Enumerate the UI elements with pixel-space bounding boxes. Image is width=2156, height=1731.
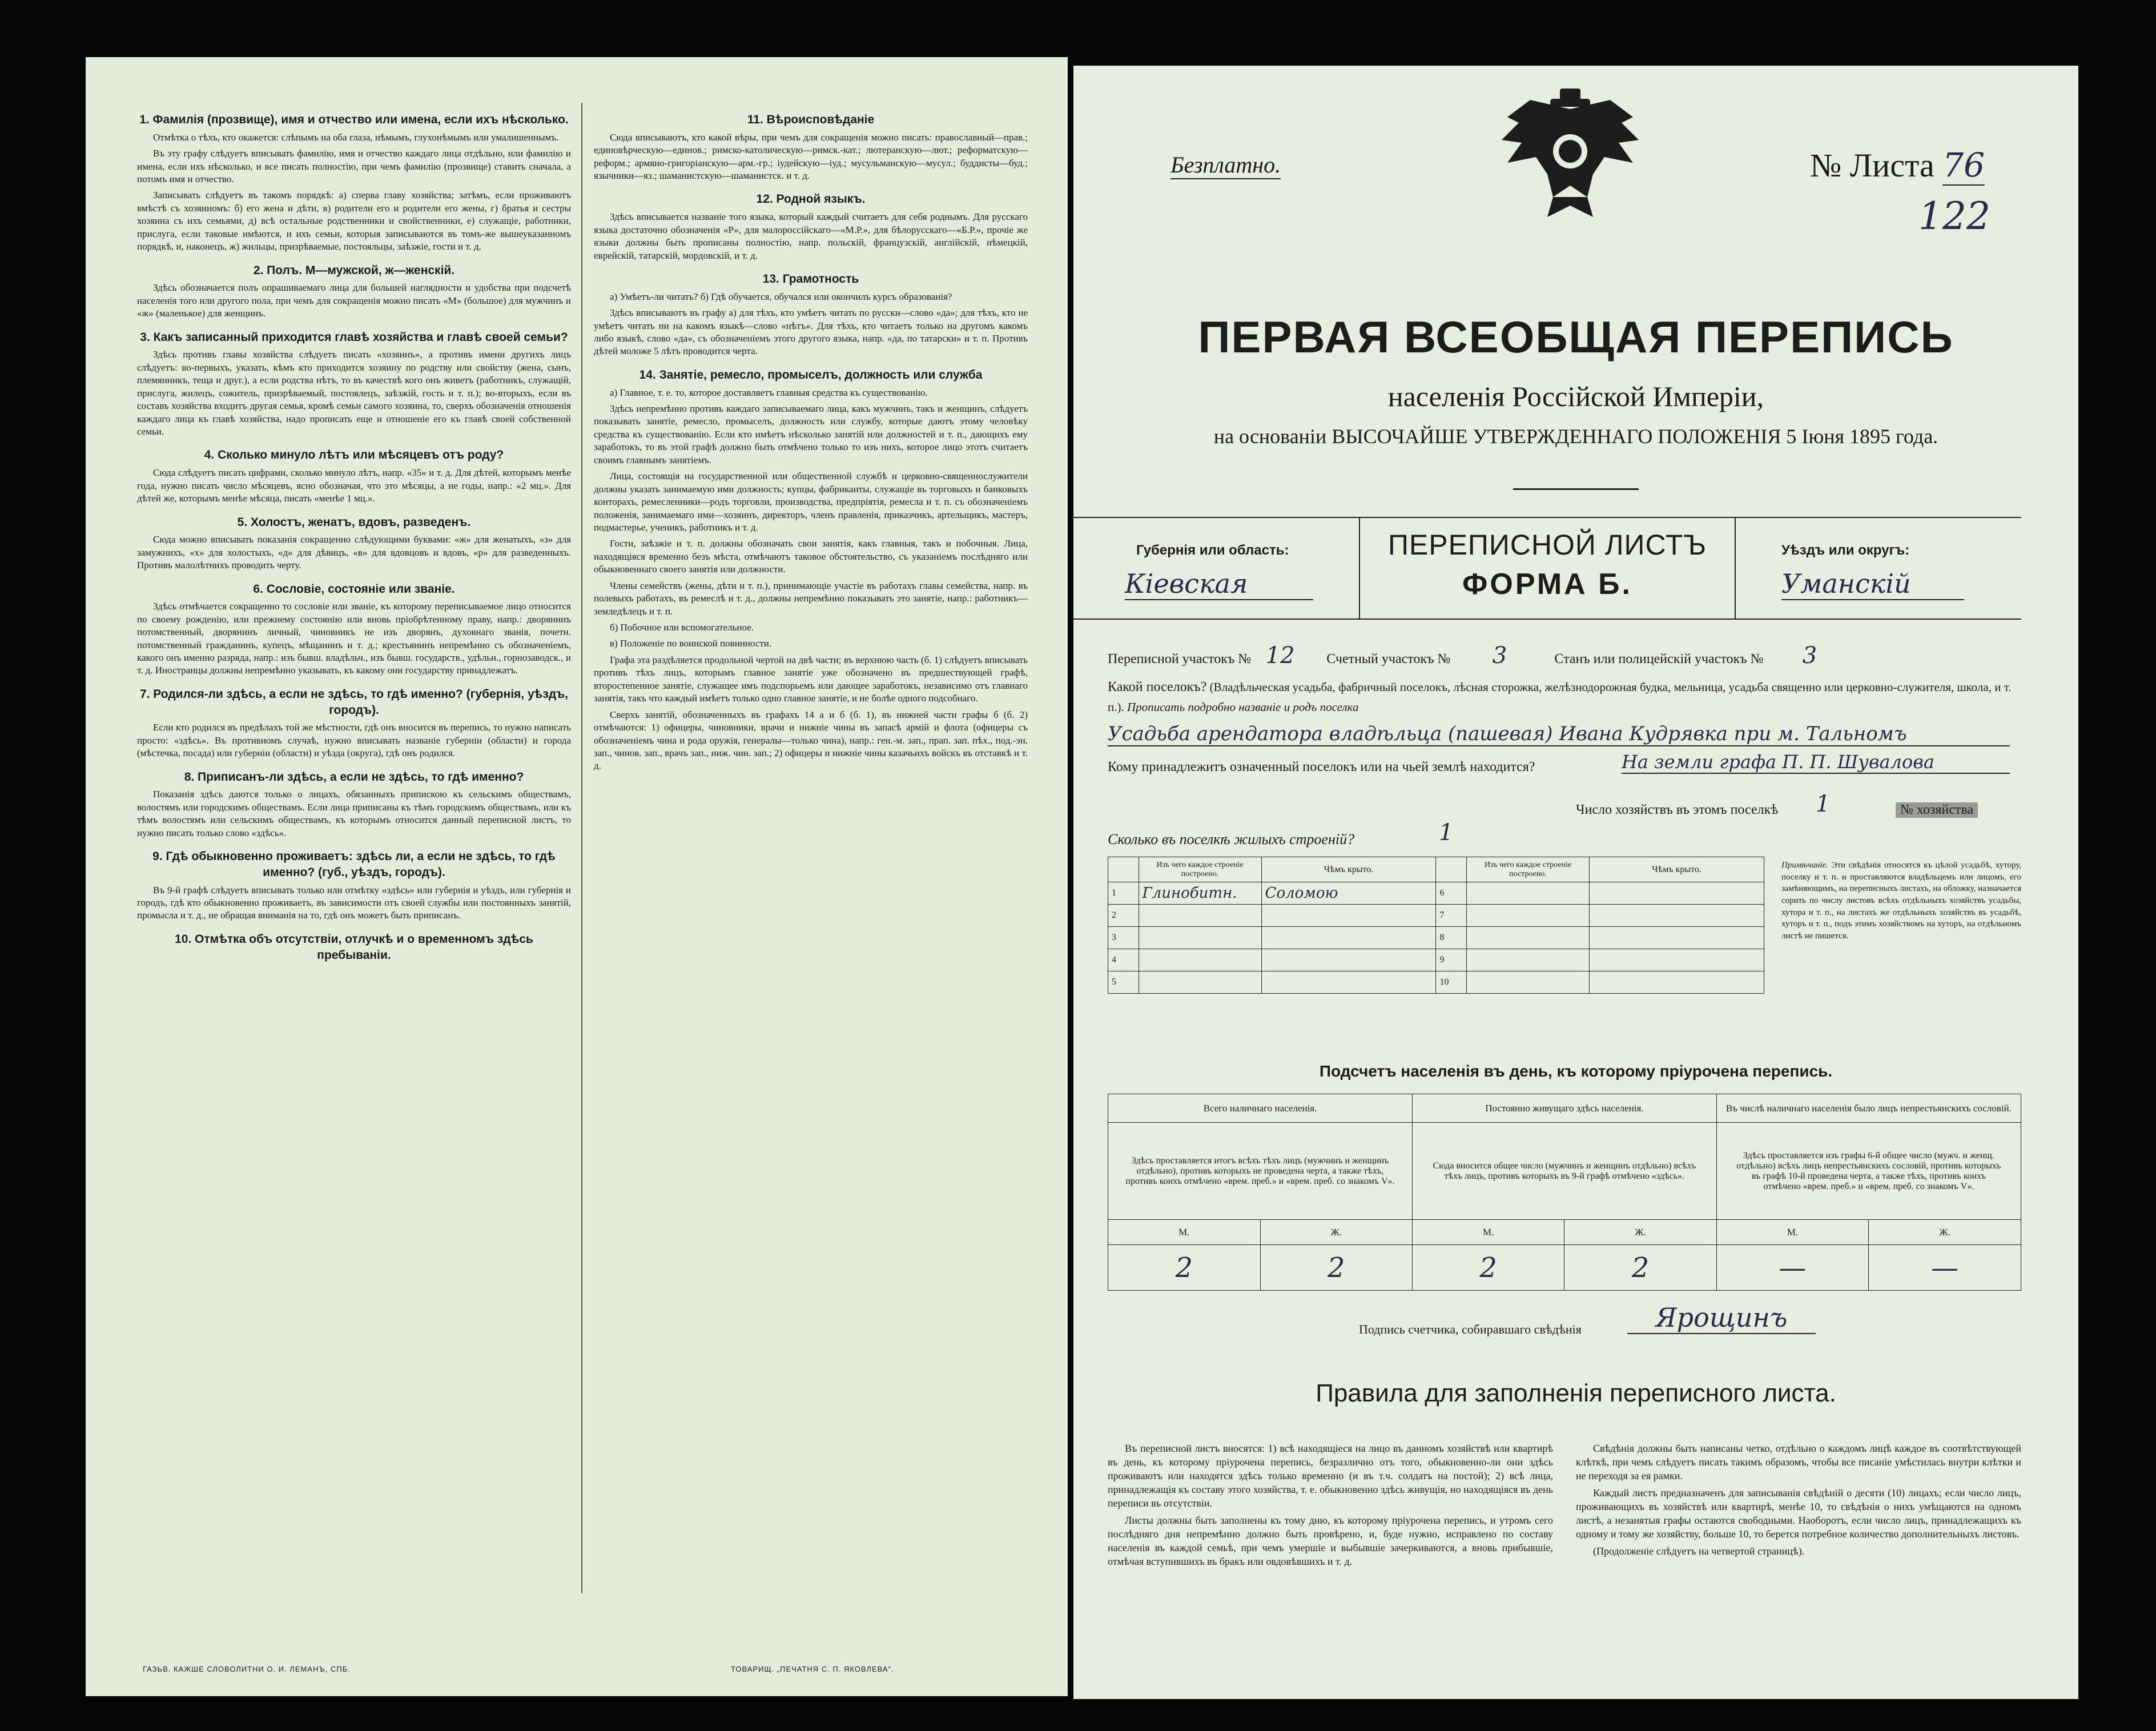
stan-label: Станъ или полицейскій участокъ №: [1554, 652, 1764, 666]
rules-title: Правила для заполненія переписного листа.: [1316, 1379, 1836, 1407]
pop-header-nonpeasant: Въ числѣ наличнаго населенія было лицъ непрестьянскихъ сословій.: [1716, 1094, 2021, 1123]
buildings-value[interactable]: 1: [1439, 820, 1454, 846]
buildings-row: 4 9: [1108, 949, 1764, 971]
pop-sex-female: Ж.: [1869, 1220, 2021, 1245]
instruction-heading: 13. Грамотность: [762, 272, 859, 286]
form-title: ПЕРЕПИСНОЙ ЛИСТЪ: [1387, 529, 1707, 561]
pop-text-present: Здѣсь проставляется итогъ всѣхъ тѣхъ лицъ (мужчинъ и женщинъ отдѣльно), противъ которыхъ не проведена черта, а также тѣхъ, противъ коихъ отмѣчено «врем. преб.» и «врем. преб. со знакомъ V».: [1108, 1123, 1413, 1220]
rules-paragraph: (Продолженіе слѣдуетъ на четвертой страницѣ).: [1593, 1545, 1805, 1557]
instruction-paragraph: Записывать слѣдуетъ въ такомъ порядкѣ: а) сперва главу хозяйства; затѣмъ, если проживаютъ вмѣстѣ съ хозяиномъ: б) его жена и дѣти, в) родители его и родители его жены, г) братья и сестры хозяина съ ихъ семьями, д) всѣ остальные родственники и свойственники, е) служащіе, работники, прислуга, если таковые имѣются, и ихъ семьи, которыя записываются въ томъ-же вышеуказанномъ порядкѣ, и, наконецъ, ж) жильцы, призрѣваемые, постояльцы, заѣзжіе, гости и т. д.: [137, 190, 571, 252]
pop-nonpeasant-male[interactable]: —: [1716, 1245, 1869, 1291]
instruction-heading: 1. Фамилія (прозвище), имя и отчество или имена, если ихъ нѣсколько.: [139, 113, 569, 126]
instruction-paragraph: в) Положеніе по воинской повинности.: [610, 638, 772, 649]
signature-label: Подпись счетчика, собиравшаго свѣдѣнія: [1359, 1322, 1582, 1336]
count-section-value[interactable]: 3: [1492, 642, 1507, 669]
pop-text-resident: Сюда вносится общее число (мужчинъ и женщинъ отдѣльно) всѣхъ тѣхъ лицъ, противъ которыхъ въ 9-й графѣ отмѣчено «здѣсь».: [1413, 1123, 1717, 1220]
owner-label: Кому принадлежитъ означенный поселокъ или на чьей землѣ находится?: [1108, 760, 1535, 774]
building-roof[interactable]: Соломою: [1261, 882, 1436, 905]
settlement-hint: (Владѣльческая усадьба, фабричный поселокъ, лѣсная сторожка, желѣзнодорожная будка, мельница, усадьба священно или церковно-служителя, школа, и т. п.).: [1108, 680, 2012, 714]
instruction-paragraph: Отмѣтка о тѣхъ, кто окажется: слѣпымъ на оба глаза, нѣмымъ, глухонѣмымъ или умалишеннымъ.: [153, 131, 559, 143]
printer-imprint-left: ГАЗЬВ. КАЖШЕ СЛОВОЛИТНИ О. И. ЛЕМАНЪ, СПБ.: [143, 1665, 351, 1673]
building-material[interactable]: Глинобитн.: [1139, 882, 1261, 905]
instruction-heading: 14. Занятіе, ремесло, промыселъ, должность или служба: [639, 368, 983, 381]
gubernia-value[interactable]: Кіевская: [1125, 568, 1313, 600]
settlement-label: Какой поселокъ?: [1108, 680, 1207, 694]
sheet-number-value: 76: [1942, 146, 1985, 184]
instruction-paragraph: Въ 9-й графѣ слѣдуетъ вписывать только или отмѣтку «здѣсь» или губернія и уѣздъ, или губернія и городъ, гдѣ кто обыкновенно проживаетъ, въ зависимости отъ своей службы или постоянныхъ занятій, промысла и т. д., не обращая вниманія на то, гдѣ онъ можетъ быть приписанъ.: [137, 884, 571, 921]
instruction-paragraph: Лица, состоящія на государственной или общественной службѣ и церковно-священнослужители должны указать занимаемую ими должность; купцы, фабриканты, служащіе въ торговыхъ и банковыхъ конторахъ, ремесленники—родъ торговли, производства, предпріятія, ремесла и т. п. съ обозначеніемъ положенія, занимаемаго ими—хозяинъ, директоръ, членъ правленія, приказчикъ, артельщикъ, мастеръ, подмастерье, ученикъ, работникъ и т. д.: [594, 471, 1028, 533]
instruction-paragraph: Показанія здѣсь даются только о лицахъ, обязанныхъ припискою къ сельскимъ обществамъ, волостямъ или городскимъ обществамъ. Если лица приписаны къ тѣмъ городскимъ обществамъ, или къ тѣмъ волостямъ или сельскимъ обществамъ, къ которымъ относится данный переписной листъ, то нужно писать только слово «здѣсь».: [137, 789, 571, 838]
households-label: Число хозяйствъ въ этомъ поселкѣ: [1576, 802, 1779, 817]
household-number-label: № хозяйства: [1896, 802, 1978, 818]
buildings-note-text: Эти свѣдѣнія относятся къ цѣлой усадьбѣ, хутору, поселку и т. п. и проставляются владѣльцемъ или лицомъ, его замѣняющимъ, на переписныхъ листахъ, на обложку, назначается сорить по числу листовъ всѣхъ отдѣльныхъ хозяйствъ усадьбы, хутора и т. п., на листахъ же отдѣльныхъ хозяйствъ въ усадьбѣ, хуторъ и т. п., подъ этимъ хозяйствомъ на хуторъ, на отдѣльномъ листѣ не пишется.: [1781, 861, 2021, 941]
buildings-note-label: Примѣчаніе.: [1781, 861, 1829, 870]
instruction-heading: 4. Сколько минуло лѣтъ или мѣсяцевъ отъ роду?: [204, 448, 504, 462]
instruction-paragraph: Здѣсь непремѣнно противъ каждаго записываемаго лица, какъ мужчинъ, такъ и женщинъ, слѣдуетъ показывать занятіе, ремесло, промыселъ, должность или службу, которые даютъ этому человѣку средства къ существованію. Если кто имѣетъ нѣсколько занятій или должностей и т. п., дающихъ ему заработокъ, то въ этой графѣ должно быть отмѣчено только то изъ нихъ, которое лицо этотъ считаетъ своимъ главнымъ занятіемъ.: [594, 403, 1028, 465]
instruction-paragraph: Сюда можно вписывать показанія сокращенно слѣдующими буквами: «ж» для женатыхъ, «з» для замужнихъ, «х» для холостыхъ, «д» для дѣвицъ, «в» для вдовцовъ и вдовъ, «р» для разведенныхъ. Противъ малолѣтнихъ проводить черту.: [137, 534, 571, 571]
pop-resident-female[interactable]: 2: [1564, 1245, 1716, 1291]
buildings-header-roof: Чѣмъ крыто.: [1261, 857, 1436, 882]
instruction-heading: 2. Полъ. М—мужской, ж—женскій.: [253, 263, 455, 277]
pop-sex-male: М.: [1716, 1220, 1869, 1245]
instruction-paragraph: Сверхъ занятій, обозначенныхъ въ графахъ 14 а и б (б. 1), въ нижней части графы б (б. 2) отмѣчаются: 1) офицеры, чиновники, врачи и нижніе чины въ запасѣ армій и флота (офицеры съ обозначеніемъ чина и рода оружія, генералы—только чина), напр.: ген.-м. зап., прап. зап. пѣх., под.-эн. зап., чинов. зап., врачъ зап., ниж. чин. зап.; 2) офицеры и нижніе чины казачьихъ войскъ въ отставкѣ и т. д.: [594, 709, 1028, 772]
census-section-value[interactable]: 12: [1265, 642, 1295, 669]
settlement-line: [1108, 677, 2021, 717]
instruction-heading: 5. Холостъ, женатъ, вдовъ, разведенъ.: [237, 515, 471, 529]
pop-sex-male: М.: [1413, 1220, 1564, 1245]
buildings-row: 2 7: [1108, 905, 1764, 927]
uezd-value[interactable]: Уманскій: [1781, 568, 1964, 600]
instruction-paragraph: Члены семействъ (жены, дѣти и т. п.), принимающіе участіе въ работахъ главы семейства, напр. въ полевыхъ работахъ, въ ремеслѣ и т. д., должны непремѣнно показывать это занятіе, напр.: работникъ—земледѣлецъ и т. п.: [594, 580, 1028, 617]
instruction-paragraph: Сюда слѣдуетъ писать цифрами, сколько минуло лѣтъ, напр. «35» и т. д. Для дѣтей, которымъ менѣе года, нужно писать число мѣсяцевъ, ясно обозначая, что это мѣсяцы, а не годы, напр.: «2 мц.». Для дѣтей же, которымъ менѣе мѣсяца, писать «менѣе 1 мц.».: [137, 467, 571, 504]
pop-present-female[interactable]: 2: [1260, 1245, 1413, 1291]
pop-sex-female: Ж.: [1564, 1220, 1716, 1245]
buildings-header-material: Изъ чего каждое строеніе построено.: [1139, 857, 1261, 882]
census-section-label: Переписной участокъ №: [1108, 652, 1252, 666]
instructions-column-left: [137, 103, 571, 966]
buildings-row: 5 10: [1108, 971, 1764, 994]
sections-line: [1108, 642, 2021, 669]
instruction-paragraph: Здѣсь вписываютъ въ графу а) для тѣхъ, кто умѣетъ читать по русски—слово «да»; для тѣхъ, кто не умѣетъ читать ни на какомъ языкѣ—слово «нѣтъ». Для тѣхъ, кто читаетъ только на другомъ какомъ либо языкѣ, слово «да», съ обозначеніемъ этого другого языка, напр. «да, по татарски» и т. п. Противъ дѣтей моложе 5 лѣтъ проводится черта.: [594, 307, 1028, 357]
population-count-title: Подсчетъ населенія въ день, къ которому пріурочена перепись.: [1319, 1062, 1833, 1080]
stan-value[interactable]: 3: [1802, 642, 1817, 669]
count-section-label: Счетный участокъ №: [1326, 652, 1451, 666]
right-page: [1073, 66, 2078, 1699]
double-headed-eagle-emblem: [1496, 89, 1644, 220]
census-subtitle: населенія Россійской Имперіи,: [1387, 380, 1764, 412]
pop-header-present: Всего наличнаго населенія.: [1108, 1094, 1413, 1123]
instruction-paragraph: Здѣсь противъ главы хозяйства слѣдуетъ писать «хозяинъ», а противъ имени другихъ лицъ слѣдуетъ: во-первыхъ, указать, кѣмъ кто приходится хозяину по родству или свойству (жена, сынъ, племянникъ, теща и друг.), а если родства нѣтъ, то въ качествѣ кого онъ живетъ (работникъ, служащій, прислуга, жилецъ, сожитель, призрѣваемый, постоялецъ, заѣзжій, гость и т. п.); во-вторыхъ, если въ составъ хозяйства входитъ другая семья, кромѣ семьи самого хозяина, то, сверхъ обозначенія отношенія каждаго лица къ главѣ хозяйства, надо прописать еще и отношеніе его къ главѣ своей собственной семьи.: [137, 349, 571, 437]
instruction-heading: 12. Родной языкъ.: [756, 192, 866, 206]
form-title-box: [1359, 517, 1736, 620]
instruction-heading-10: 10. Отмѣтка объ отсутствіи, отлучкѣ и о временномъ здѣсь пребываніи.: [175, 932, 533, 962]
instruction-paragraph: а) Главное, т. е. то, которое доставляетъ главныя средства къ существованію.: [610, 387, 928, 398]
instruction-heading: 3. Какъ записанный приходится главѣ хозяйства и главѣ своей семьи?: [140, 330, 568, 344]
instruction-paragraph: Здѣсь обозначается полъ опрашиваемаго лица для большей наглядности и удобства при подсчетѣ населенія того или другого пола, при чемъ для сокращенія можно писать «М» (большое) для мужчинъ и «ж» (маленькое) для женщинъ.: [137, 282, 571, 319]
pop-sex-female: Ж.: [1260, 1220, 1413, 1245]
buildings-row: 3 8: [1108, 927, 1764, 949]
settlement-hint2: Прописать подробно названіе и родъ поселка: [1127, 700, 1359, 714]
rules-paragraph: Листы должны быть заполнены къ тому дню, къ которому пріурочена перепись, и утромъ сего послѣдняго дня непремѣнно должно быть провѣрено, и, буде нужно, исправлено по составу населенія въ каждой семьѣ, при чемъ умершіе и выбывшіе зачеркиваются, а вновь прибывшіе, отмѣчая вступившихъ въ бракъ или овдовѣвшихъ и т. д.: [1108, 1514, 1553, 1567]
header-rule: [1513, 488, 1639, 490]
owner-value[interactable]: На земли графа П. П. Шувалова: [1622, 751, 2010, 774]
rules-paragraph: Свѣдѣнія должны быть написаны четко, отдѣльно о каждомъ лицѣ каждое въ соотвѣтствующей клѣткѣ, при чемъ слѣдуетъ писать такимъ образомъ, чтобы все писаніе умѣстилась внутри клѣтки и не переходя за ея рамки.: [1576, 1443, 2021, 1481]
buildings-table: [1108, 857, 1764, 994]
settlement-value[interactable]: Усадьба арендатора владѣльца (пашевая) Ивана Кудрявка при м. Тальномъ: [1108, 722, 2010, 746]
pop-text-nonpeasant: Здѣсь проставляется изъ графы 6-й общее число (мужч. и женщ. отдѣльно) всѣхъ лицъ непрестьянскихъ сословій, противъ которыхъ въ графѣ 10-й проведена черта, а также тѣхъ, противъ коихъ отмѣчено «врем. преб.» и «врем. преб. со знакомъ V».: [1716, 1123, 2021, 1220]
instruction-paragraph: Здѣсь отмѣчается сокращенно то сословіе или званіе, къ которому переписываемое лицо относится по своему рожденію, или прежнему состоянію или вновь пріобрѣтенному праву, напр.: дворянинъ потомственный, дворянинъ личный, чиновникъ не изъ дворянъ, духовнаго званія, почетн. потомственный гражданинъ, купецъ, мѣщанинъ и т. д.; крестьянинъ непремѣнно съ обозначеніемъ, какого онъ именно разряда, напр.: изъ бывш. владѣльч., изъ бывш. государств., удѣльн., горнозаводск., и т. д. Иностранцы должны непремѣнно указывать, къ какому они государству принадлежатъ.: [137, 601, 571, 676]
pop-header-resident: Постоянно живущаго здѣсь населенія.: [1413, 1094, 1717, 1123]
instruction-heading: 6. Сословіе, состояніе или званіе.: [253, 582, 455, 596]
instruction-heading: 11. Вѣроисповѣданіе: [747, 113, 875, 126]
buildings-note: [1781, 860, 2021, 942]
instruction-paragraph: Сюда вписываютъ, кто какой вѣры, при чемъ для сокращенія можно писать: православный—прав.; единовѣрческую—единов.; римско-католическую—римск.-кат.; лютеранскую—лют.; реформатскую—реформ.; армяно-григоріанскую—арм.-гр.; іудейскую—іуд.; мусульманскую—мусул.; буддисты—буд.; язычники—яз.; шаманистскую—шаманистск. и т. д.: [594, 131, 1028, 182]
rules-paragraph: Каждый листъ предназначенъ для записыванія свѣдѣній о десяти (10) лицахъ; если число лицъ, проживающихъ въ хозяйствѣ или квартирѣ, менѣе 10, то свѣдѣнія о нихъ умѣщаются на одномъ листѣ, а незанятыя графы остаются свободными. Наоборотъ, если число лицъ, принадлежащихъ къ одному и тому же хозяйству, больше 10, то берется потребное количество дополнительныхъ листовъ.: [1576, 1487, 2021, 1540]
left-page: [86, 57, 1068, 1696]
printer-imprint-right: ТОВАРИЩ. „ПЕЧАТНЯ С. П. ЯКОВЛЕВА".: [731, 1665, 894, 1673]
census-basis: на основаніи ВЫСОЧАЙШЕ УТВЕРЖДЕННАГО ПОЛОЖЕНІЯ 5 Іюня 1895 года.: [1213, 425, 1938, 448]
free-label: Безплатно.: [1170, 151, 1281, 179]
instruction-paragraph: Здѣсь вписывается названіе того языка, который каждый считаетъ для себя роднымъ. Для русскаго языка достаточно обозначенія «Р», для малороссійскаго—«М.Р.», для бѣлорусскаго—«Б.Р.», прочіе же языки должны быть прописаны полностію, напр. польскій, французскій, англійскій, нѣмецкій, еврейскій, татарскій, мордовскій, и т. д.: [594, 211, 1028, 261]
instruction-heading: 8. Приписанъ-ли здѣсь, а если не здѣсь, то гдѣ именно?: [184, 770, 524, 784]
form-letter: ФОРМА Б.: [1462, 568, 1632, 601]
buildings-header-material-2: Изъ чего каждое строеніе построено.: [1466, 857, 1589, 882]
rules-paragraph: Въ переписной листъ вносятся: 1) всѣ находящіеся на лицо въ данномъ хозяйствѣ или квартирѣ въ день, къ которому пріурочена перепись, безразлично отъ того, обыкновенно-ли они здѣсь проживаютъ или находятся здѣсь только временно (и въ т.ч. солдатъ на постой); 2) всѣ лица, принадлежащія къ составу этого хозяйства, т. е. обыкновенно здѣсь живущія, но находящіяся въ день переписи въ отсутствіи.: [1108, 1443, 1553, 1509]
pop-nonpeasant-female[interactable]: —: [1869, 1245, 2021, 1291]
signature-value[interactable]: Ярощинъ: [1627, 1302, 1816, 1334]
instructions-column-right: [594, 103, 1028, 776]
population-table: [1108, 1094, 2021, 1291]
instruction-heading: 9. Гдѣ обыкновенно проживаетъ: здѣсь ли, а если не здѣсь, то гдѣ именно? (губ., уѣздъ, городъ).: [152, 850, 556, 879]
uezd-label: Уѣздъ или округъ:: [1781, 543, 1910, 558]
households-value[interactable]: 1: [1816, 791, 1831, 817]
instruction-paragraph: б) Побочное или вспомогательное.: [610, 622, 754, 633]
rules-column-right: [1576, 1442, 2021, 1562]
buildings-header-roof-2: Чѣмъ крыто.: [1590, 857, 1764, 882]
sheet-number: [1810, 146, 1985, 184]
column-divider: [581, 103, 582, 1593]
sheet-number-label: № Листа: [1810, 147, 1934, 184]
sheet-number-extra: 122: [1918, 194, 1990, 238]
instruction-paragraph: а) Умѣетъ-ли читать? б) Гдѣ обучается, обучался или окончилъ курсъ образованія?: [610, 291, 952, 302]
pop-sex-male: М.: [1108, 1220, 1261, 1245]
buildings-label: Сколько въ поселкѣ жилыхъ строеній?: [1108, 831, 1355, 848]
rules-column-left: [1108, 1442, 1553, 1572]
pop-present-male[interactable]: 2: [1108, 1245, 1261, 1291]
gubernia-label: Губернія или область:: [1136, 543, 1289, 558]
census-title: ПЕРВАЯ ВСЕОБЩАЯ ПЕРЕПИСЬ: [1198, 312, 1954, 362]
instruction-paragraph: Гости, заѣзжіе и т. п. должны обозначать свои занятія, какъ главныя, такъ и побочныя. Лица, находящіяся временно безъ мѣста, отмѣчаютъ таковое обстоятельство, съ указаніемъ послѣдняго или обыкновеннаго своего занятія или должности.: [594, 538, 1028, 575]
instruction-paragraph: Въ эту графу слѣдуетъ вписывать фамилію, имя и отчество каждаго лица отдѣльно, или фамилію и имена, если ихъ нѣсколько, и все писать полностію, при чемъ фамилію (прозвище) ставить сначала, а потомъ имя и отчество.: [137, 148, 571, 185]
instruction-paragraph: Если кто родился въ предѣлахъ той же мѣстности, гдѣ онъ вносится въ перепись, то нужно написать просто: «здѣсь». Въ противномъ случаѣ, нужно вписывать названіе губерніи (области) и города (мѣстечка, посада) или губерніи (области) и уѣзда (округа), гдѣ онъ родился.: [137, 722, 571, 759]
buildings-row: 1 Глинобитн. Соломою 6: [1108, 882, 1764, 905]
instruction-paragraph: Графа эта раздѣляется продольной чертой на двѣ части; въ верхнюю часть (б. 1) слѣдуетъ вписывать противъ тѣхъ лицъ, которымъ главное занятіе уже обозначено въ предшествующей графѣ, второстепенное занятіе, служащее имъ подспорьемъ или дающее заработокъ, независимо отъ главнаго занятія, такъ что каждый имѣетъ только одно главное занятіе, и не болѣе одного подсобнаго.: [594, 654, 1028, 704]
pop-resident-male[interactable]: 2: [1413, 1245, 1564, 1291]
instruction-heading: 7. Родился-ли здѣсь, а если не здѣсь, то гдѣ именно? (губернія, уѣздъ, городъ).: [139, 687, 569, 717]
